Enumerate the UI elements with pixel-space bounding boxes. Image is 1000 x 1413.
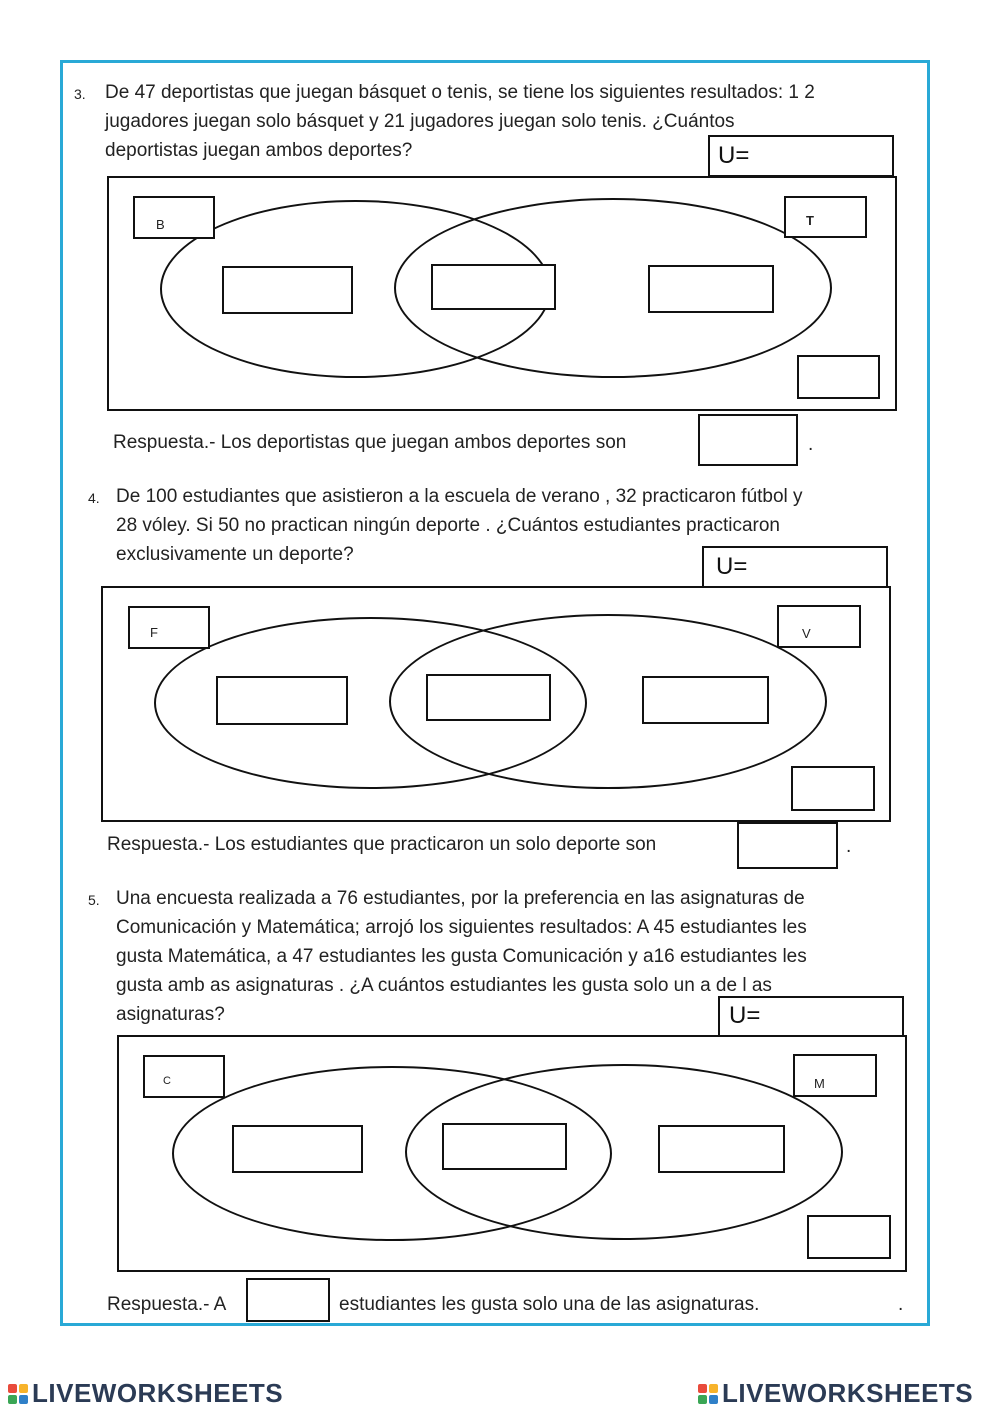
problem-4-line-3: exclusivamente un deporte? xyxy=(116,544,354,565)
problem-3-set-left-box xyxy=(133,196,215,239)
problem-4-line-2: 28 vóley. Si 50 no practican ningún deporte . ¿Cuántos estudiantes practicaron xyxy=(116,515,780,536)
problem-4-answer-text: Respuesta.- Los estudiantes que practicaron un solo deporte son xyxy=(107,834,657,855)
problem-3-universe-label: U= xyxy=(718,142,750,169)
problem-5-set-right-box xyxy=(793,1054,877,1097)
problem-3-set-right-label: T xyxy=(806,213,814,228)
footer-brand-right: LIVEWORKSHEETS xyxy=(722,1378,974,1408)
problem-5-answer-suffix: estudiantes les gusta solo una de las asignaturas. xyxy=(339,1294,760,1315)
problem-3-only-right-input[interactable] xyxy=(648,265,774,313)
problem-4-intersection-input[interactable] xyxy=(426,674,551,721)
problem-5-set-left-label: C xyxy=(163,1075,171,1087)
liveworksheets-logo-icon-right xyxy=(698,1384,718,1404)
problem-5-line-3: gusta Matemática, a 47 estudiantes les gusta Comunicación y a16 estudiantes les xyxy=(116,946,807,967)
problem-5-line-2: Comunicación y Matemática; arrojó los siguientes resultados: A 45 estudiantes les xyxy=(116,917,807,938)
problem-4-only-right-input[interactable] xyxy=(642,676,769,724)
problem-3-line-3: deportistas juegan ambos deportes? xyxy=(105,140,413,161)
problem-4-answer-period: . xyxy=(846,836,852,857)
problem-5-set-right-label: M xyxy=(814,1076,825,1091)
problem-5-universe-label: U= xyxy=(729,1002,761,1029)
problem-3-answer-period: . xyxy=(808,434,814,455)
problem-4-outside-input[interactable] xyxy=(791,766,875,811)
problem-3-number: 3. xyxy=(74,86,86,102)
problem-3-line-1: De 47 deportistas que juegan básquet o tenis, se tiene los siguientes resultados: 1 2 xyxy=(105,82,815,103)
problem-3-answer-text: Respuesta.- Los deportistas que juegan ambos deportes son xyxy=(113,432,627,453)
problem-3-outside-input[interactable] xyxy=(797,355,880,399)
problem-4-set-right-box xyxy=(777,605,861,648)
problem-3-line-2: jugadores juegan solo básquet y 21 jugadores juegan solo tenis. ¿Cuántos xyxy=(105,111,735,132)
problem-5-only-right-input[interactable] xyxy=(658,1125,785,1173)
problem-3-intersection-input[interactable] xyxy=(431,264,556,310)
problem-5-answer-text: Respuesta.- A xyxy=(107,1294,227,1315)
liveworksheets-logo-icon xyxy=(8,1384,28,1404)
problem-3-answer-input[interactable] xyxy=(698,414,798,466)
problem-3-set-left-label: B xyxy=(156,217,165,232)
problem-4-line-1: De 100 estudiantes que asistieron a la escuela de verano , 32 practicaron fútbol y xyxy=(116,486,803,507)
problem-5-line-4: gusta amb as asignaturas . ¿A cuántos estudiantes les gusta solo un a de l as xyxy=(116,975,772,996)
problem-5-set-left-box xyxy=(143,1055,225,1098)
problem-5-only-left-input[interactable] xyxy=(232,1125,363,1173)
problem-5-line-5: asignaturas? xyxy=(116,1004,225,1025)
footer-brand-left: LIVEWORKSHEETS xyxy=(32,1378,284,1408)
problem-4-set-left-box xyxy=(128,606,210,649)
problem-5-answer-input[interactable] xyxy=(246,1278,330,1322)
problem-5-line-1: Una encuesta realizada a 76 estudiantes, por la preferencia en las asignaturas de xyxy=(116,888,805,909)
problem-3-only-left-input[interactable] xyxy=(222,266,353,314)
problem-5-text xyxy=(116,884,807,1029)
problem-3-set-right-box xyxy=(784,196,867,238)
problem-4-universe-label: U= xyxy=(716,553,748,580)
problem-4-text xyxy=(116,482,803,569)
problem-5-number: 5. xyxy=(88,892,100,908)
problem-5-intersection-input[interactable] xyxy=(442,1123,567,1170)
problem-4-set-left-label: F xyxy=(150,625,158,640)
problem-4-only-left-input[interactable] xyxy=(216,676,348,725)
problem-4-answer-input[interactable] xyxy=(737,822,838,869)
problem-4-number: 4. xyxy=(88,490,100,506)
problem-4-set-right-label: V xyxy=(802,626,811,641)
problem-5-outside-input[interactable] xyxy=(807,1215,891,1259)
problem-5-answer-period: . xyxy=(898,1294,904,1315)
